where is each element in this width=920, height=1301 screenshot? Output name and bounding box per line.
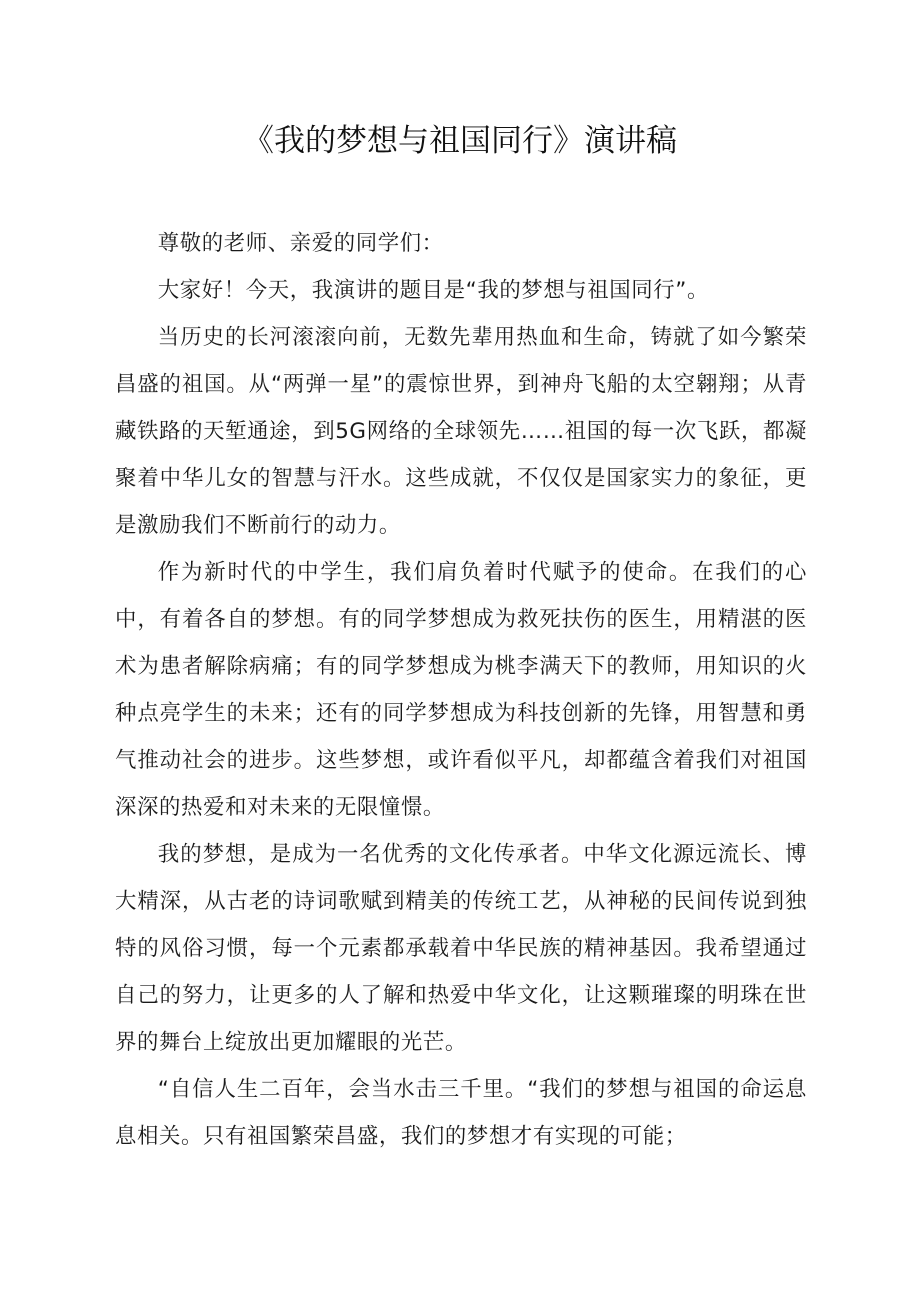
document-title: 《我的梦想与祖国同行》演讲稿: [243, 123, 677, 159]
paragraph-mission: 作为新时代的中学生，我们肩负着时代赋予的使命。在我们的心中，有着各自的梦想。有的同学梦想成为救死扶伤的医生，用精湛的医术为患者解除病痛；有的同学梦想成为桃李满天下的教师，用知识的火种点亮学生的未来；还有的同学梦想成为科技创新的先锋，用智慧和勇气推动社会的进步。这些梦想，或许看似平凡，却都蕴含着我们对祖国深深的热爱和对未来的无限憧憬。: [115, 560, 807, 820]
paragraph-greeting: 大家好！今天，我演讲的题目是“我的梦想与祖国同行”。: [157, 278, 709, 303]
paragraph-salutation: 尊敬的老师、亲爱的同学们：: [157, 231, 444, 256]
paragraph-my-dream: 我的梦想，是成为一名优秀的文化传承者。中华文化源远流长、博大精深，从古老的诗词歌赋到精美的传统工艺，从神秘的民间传说到独特的风俗习惯，每一个元素都承载着中华民族的精神基因。我希望通过自己的努力，让更多的人了解和热爱中华文化，让这颗璀璨的明珠在世界的舞台上绽放出更加耀眼的光芒。: [115, 842, 807, 1055]
paragraph-quote: “自信人生二百年，会当水击三千里。“我们的梦想与祖国的命运息息相关。只有祖国繁荣昌盛，我们的梦想才有实现的可能；: [115, 1077, 807, 1149]
paragraph-history: 当历史的长河滚滚向前，无数先辈用热血和生命，铸就了如今繁荣昌盛的祖国。从“两弹一星”的震惊世界，到神舟飞船的太空翱翔；从青藏铁路的天堑通途，到5G网络的全球领先……祖国的每一次飞跃，都凝聚着中华儿女的智慧与汗水。这些成就，不仅仅是国家实力的象征，更是激励我们不断前行的动力。: [115, 325, 807, 538]
document-body: [115, 220, 807, 1160]
